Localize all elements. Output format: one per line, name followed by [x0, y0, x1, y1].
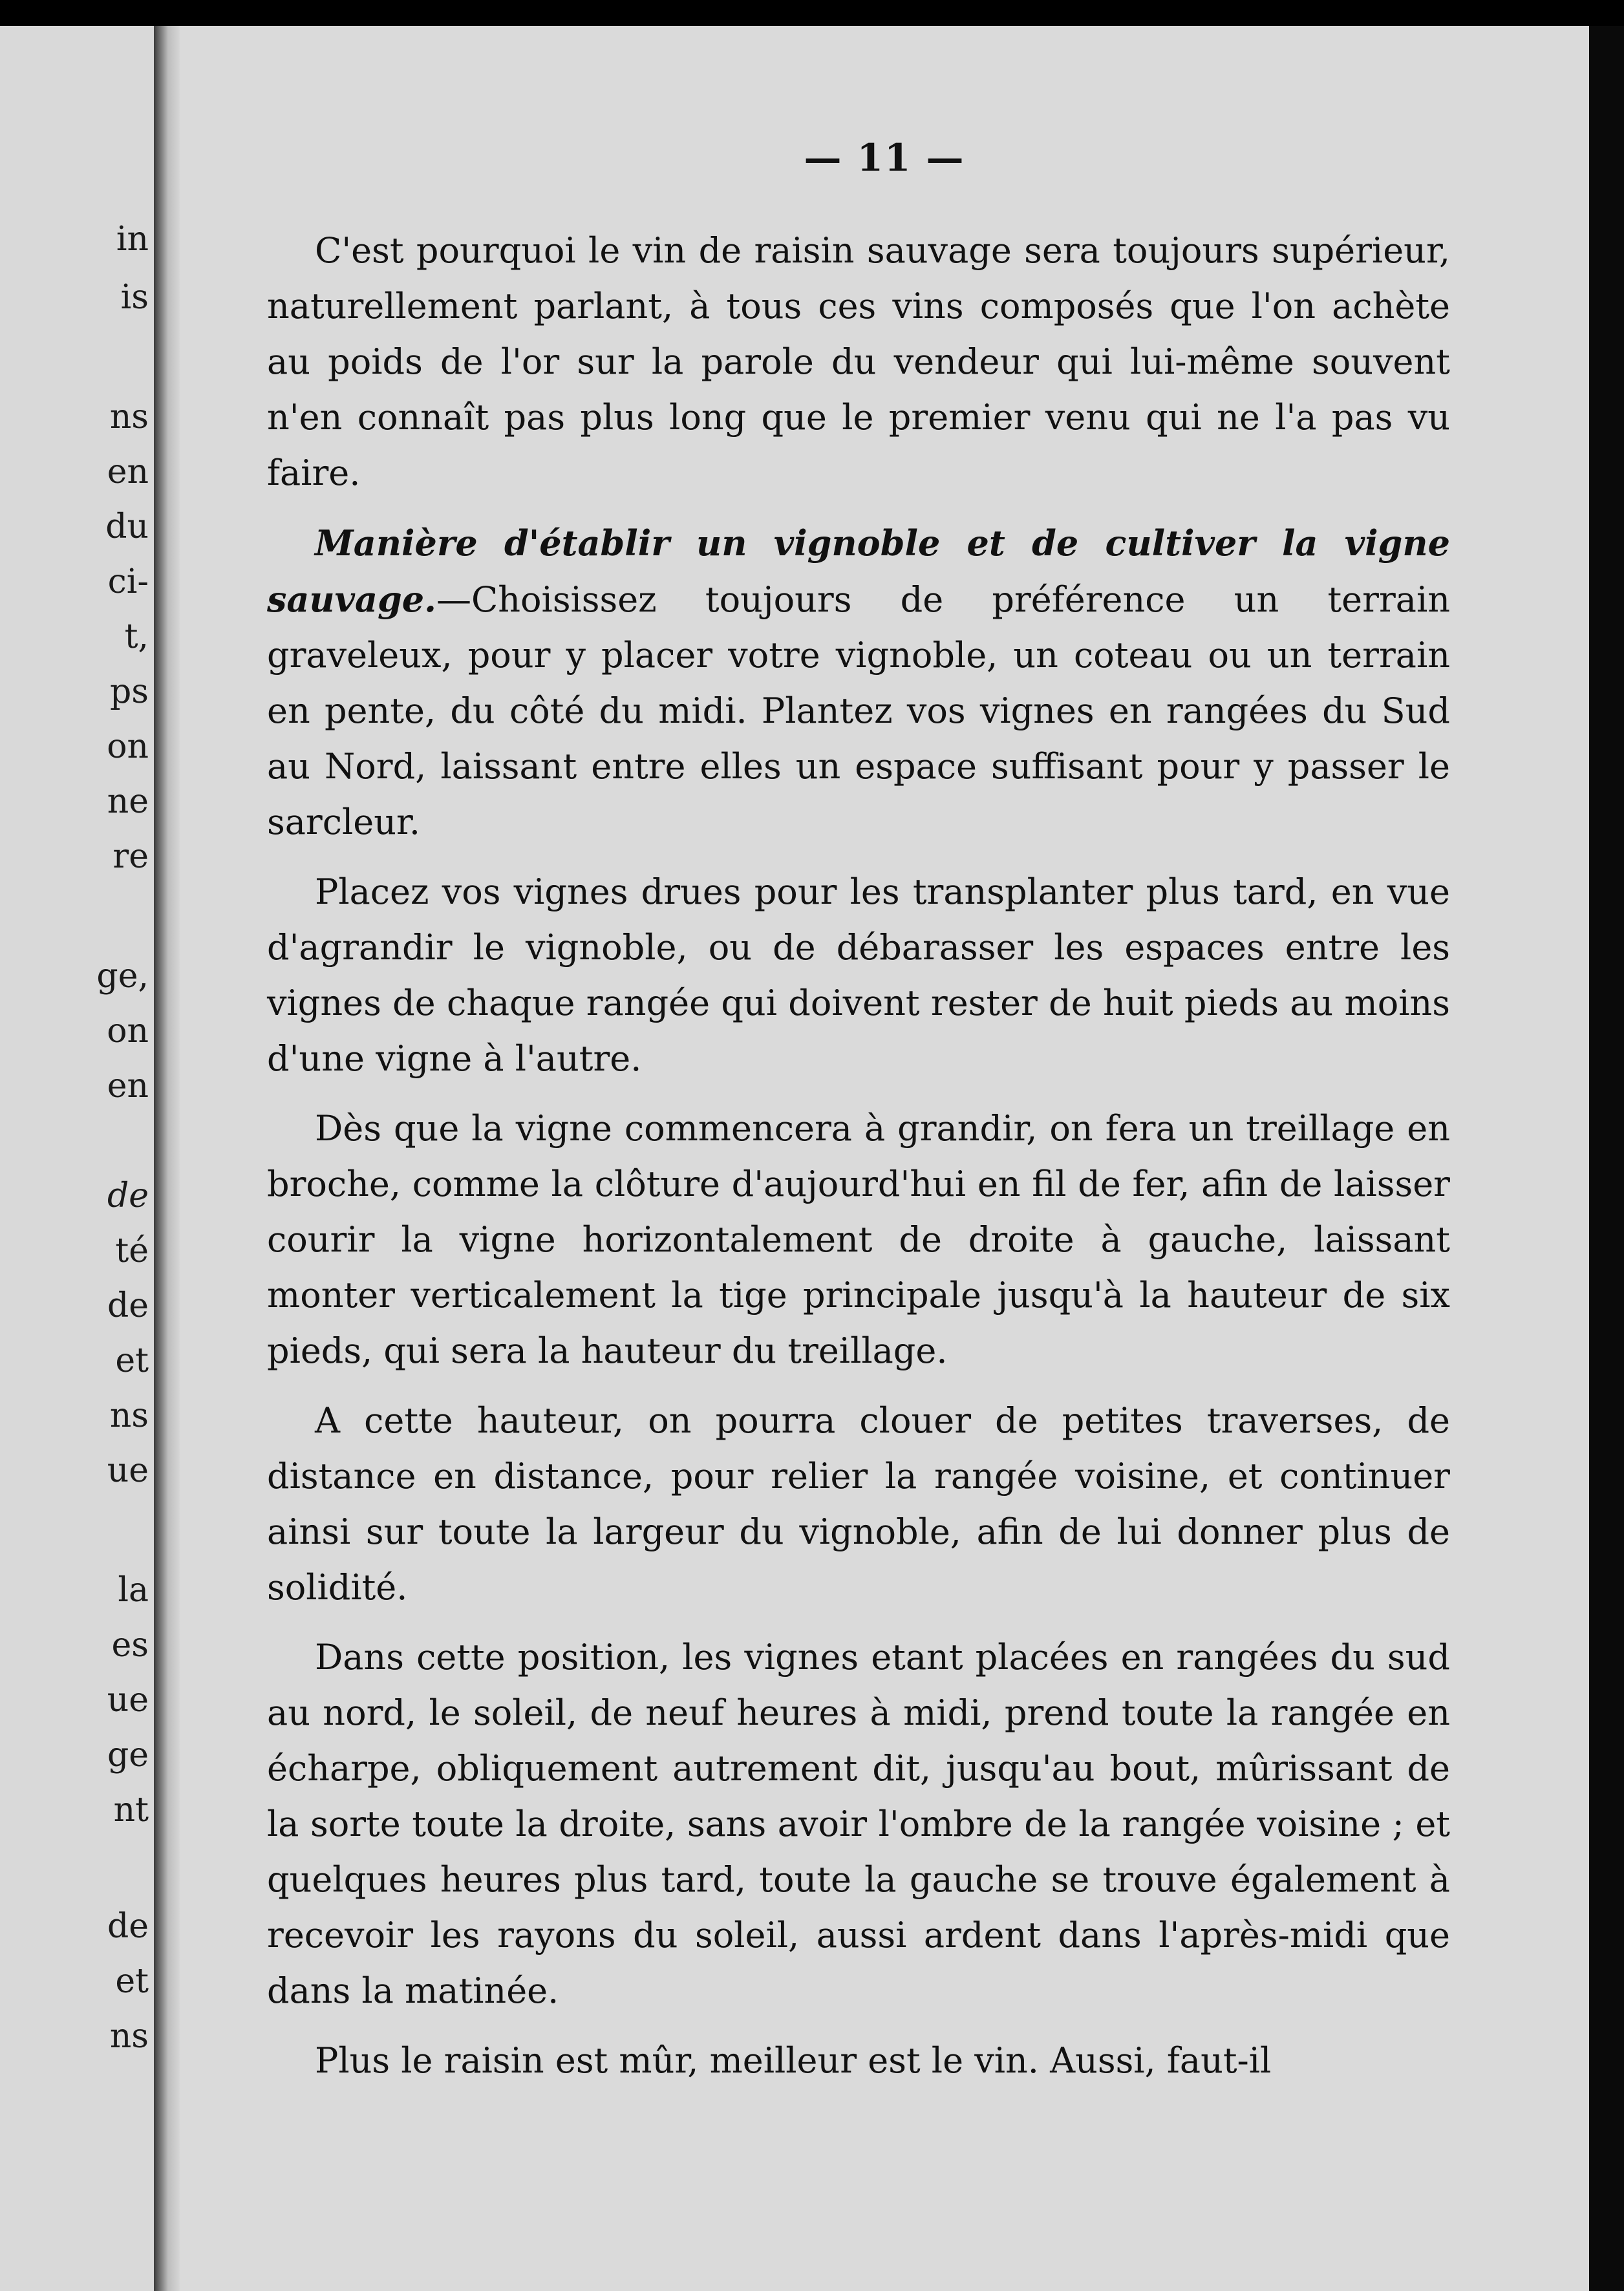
line-ending: is	[120, 278, 149, 317]
line-ending: et	[115, 1341, 149, 1380]
line-ending: en	[107, 453, 149, 491]
paragraph	[267, 1393, 1450, 1615]
line-ending: de	[107, 1286, 149, 1325]
line-ending: ge,	[96, 957, 149, 996]
paragraph-text: Placez vos vignes drues pour les transplanter plus tard, en vue d'agrandir le vignoble, ou de débarasser les espaces entre les vignes de chaque rangée qui doivent rester de huit pieds au moins d'une vigne à l'autre.	[267, 871, 1450, 1079]
line-ending: de	[107, 1907, 149, 1946]
line-ending: de	[107, 1177, 149, 1215]
paragraph	[267, 864, 1450, 1087]
line-ending: ns	[109, 2017, 149, 2056]
line-ending: re	[112, 837, 149, 876]
paragraph	[267, 2033, 1450, 2089]
line-ending: la	[118, 1571, 149, 1610]
scan-border	[1589, 26, 1624, 2291]
line-ending: ps	[110, 672, 149, 711]
line-ending: in	[116, 220, 149, 259]
section-heading: Manière d'établir un vignoble et de cultiver la vigne sauvage.	[267, 522, 1450, 620]
line-ending: ci-	[107, 562, 149, 601]
line-ending: té	[115, 1231, 149, 1270]
line-ending: en	[107, 1067, 149, 1105]
paragraph	[267, 1630, 1450, 2019]
page-gutter	[154, 26, 180, 2291]
paragraph-text: Dès que la vigne commencera à grandir, on fera un treillage en broche, comme la clôture d'aujourd'hui en fil de fer, afin de laisser courir la vigne horizontalement de droite à gauche, laissant monter verticalement la tige principale jusqu'à la hauteur de six pieds, qui sera la hauteur du treillage.	[267, 1108, 1450, 1371]
line-ending: ue	[107, 1681, 149, 1720]
book-page	[180, 26, 1589, 2291]
line-ending: es	[111, 1626, 149, 1665]
paragraph	[267, 515, 1450, 850]
line-ending: t,	[124, 617, 149, 656]
line-ending: ns	[109, 1396, 149, 1435]
page-body	[267, 223, 1450, 2103]
paragraph-text: C'est pourquoi le vin de raisin sauvage sera toujours supérieur, naturellement parlant, à tous ces vins composés que l'on achète au poids de l'or sur la parole du vendeur qui lui-même souvent n'en connaît pas plus long que le premier venu qui ne l'a pas vu faire.	[267, 230, 1450, 493]
facing-page-fragment	[0, 26, 154, 2291]
line-ending: nt	[113, 1791, 149, 1829]
paragraph	[267, 223, 1450, 501]
paragraph-text: A cette hauteur, on pourra clouer de petites traverses, de distance en distance, pour relier la rangée voisine, et continuer ainsi sur toute la largeur du vignoble, afin de lui donner plus de solidité.	[267, 1400, 1450, 1608]
line-ending: et	[115, 1962, 149, 2001]
paragraph-text: Dans cette position, les vignes etant placées en rangées du sud au nord, le soleil, de neuf heures à midi, prend toute la rangée en écharpe, obliquement autrement dit, jusqu'au bout, mûrissant de la sorte toute la droite, sans avoir l'ombre de la rangée voisine ; et quelques heures plus tard, toute la gauche se trouve également à recevoir les rayons du soleil, aussi ardent dans l'après-midi que dans la matinée.	[267, 1637, 1450, 2011]
line-ending: du	[105, 507, 149, 546]
paragraph-text: —Choisissez toujours de préférence un terrain graveleux, pour y placer votre vignoble, un coteau ou un terrain en pente, du côté du midi. Plantez vos vignes en rangées du Sud au Nord, laissant entre elles un espace suffisant pour y passer le sarcleur.	[267, 579, 1450, 842]
page-number: — 11 —	[804, 136, 965, 180]
paragraph-text: Plus le raisin est mûr, meilleur est le vin. Aussi, faut-il	[315, 2040, 1272, 2081]
line-ending: ge	[107, 1736, 149, 1774]
line-ending: on	[107, 727, 149, 766]
line-ending: ne	[107, 782, 149, 821]
paragraph	[267, 1101, 1450, 1379]
line-ending: ue	[107, 1451, 149, 1490]
line-ending: ns	[109, 398, 149, 436]
line-ending: on	[107, 1012, 149, 1050]
